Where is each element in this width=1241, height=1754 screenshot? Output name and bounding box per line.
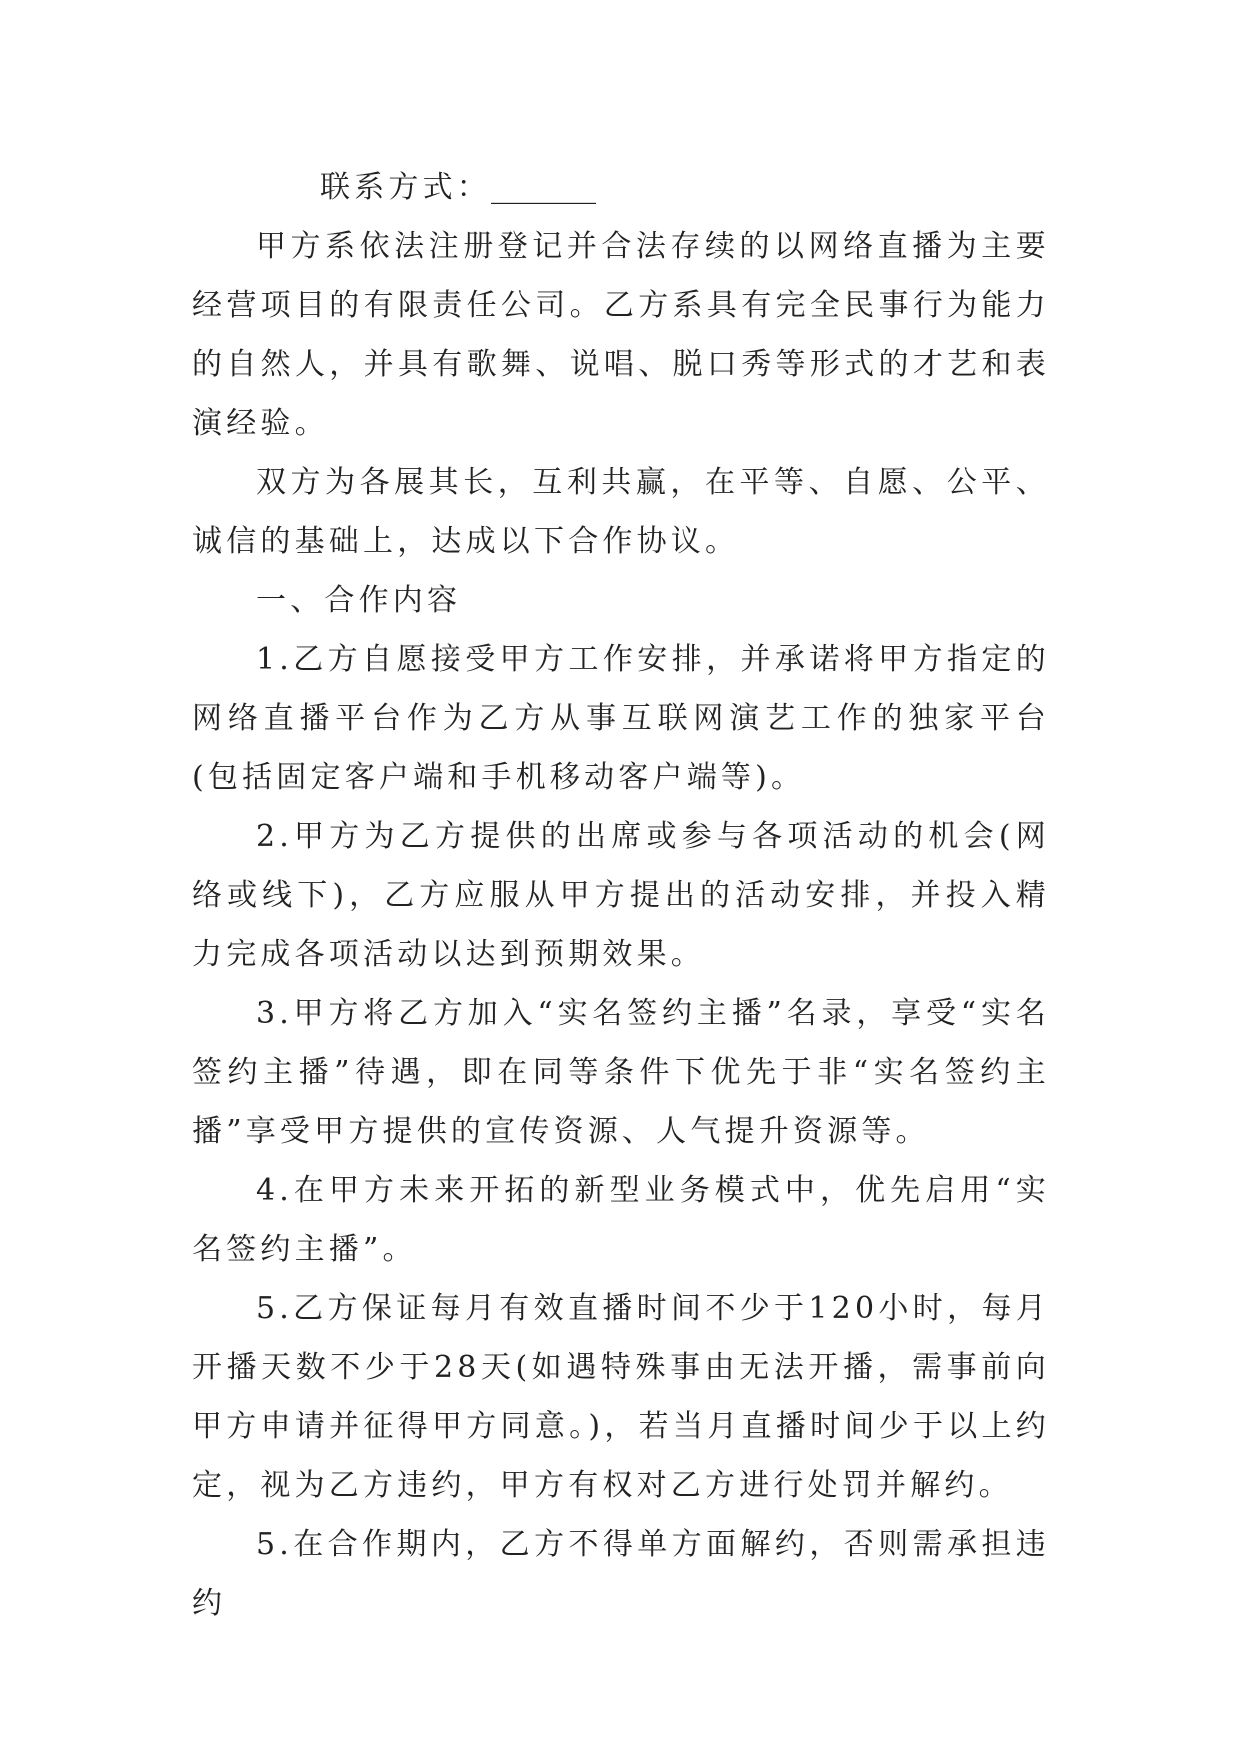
paragraph-agreement-basis: 双方为各展其长，互利共赢，在平等、自愿、公平、诚信的基础上，达成以下合作协议。: [192, 465, 1050, 559]
clause-1: 1.乙方自愿接受甲方工作安排，并承诺将甲方指定的网络直播平台作为乙方从事互联网演艺工作的独家平台(包括固定客户端和手机移动客户端等)。: [192, 642, 1050, 795]
document-body: [192, 158, 1050, 1633]
contact-line: [192, 158, 1050, 217]
contact-blank: _______: [491, 170, 596, 205]
clause-4: 4.在甲方未来开拓的新型业务模式中，优先启用“实名签约主播”。: [192, 1173, 1050, 1267]
clause-5-termination: 5.在合作期内，乙方不得单方面解约，否则需承担违约: [192, 1527, 1050, 1621]
paragraph-party-intro: 甲方系依法注册登记并合法存续的以网络直播为主要经营项目的有限责任公司。乙方系具有完全民事行为能力的自然人，并具有歌舞、说唱、脱口秀等形式的才艺和表演经验。: [192, 229, 1050, 441]
section-heading-cooperation: 一、合作内容: [256, 583, 462, 618]
clause-5-broadcast-time: 5.乙方保证每月有效直播时间不少于120小时，每月开播天数不少于28天(如遇特殊事由无法开播，需事前向甲方申请并征得甲方同意。)，若当月直播时间少于以上约定，视为乙方违约，甲方有权对乙方进行处罚并解约。: [192, 1291, 1050, 1503]
clause-2: 2.甲方为乙方提供的出席或参与各项活动的机会(网络或线下)，乙方应服从甲方提出的活动安排，并投入精力完成各项活动以达到预期效果。: [192, 819, 1050, 972]
contact-label: 联系方式：: [320, 170, 491, 205]
clause-3: 3.甲方将乙方加入“实名签约主播”名录，享受“实名签约主播”待遇，即在同等条件下优先于非“实名签约主播”享受甲方提供的宣传资源、人气提升资源等。: [192, 996, 1050, 1149]
